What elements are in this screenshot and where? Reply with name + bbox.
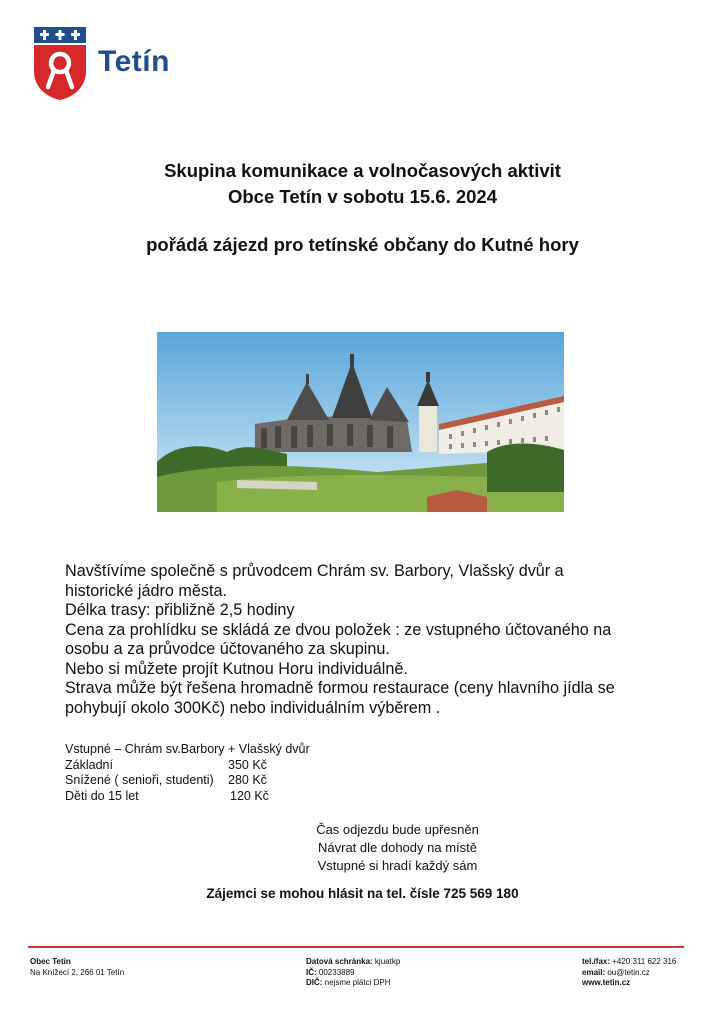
desc-line: Délka trasy: přibližně 2,5 hodiny — [65, 601, 295, 619]
kutna-hora-photo — [157, 332, 564, 512]
price-value: 350 Kč — [228, 757, 267, 772]
footer-ic-value: 00233889 — [316, 967, 355, 977]
desc-line: pohybují okolo 300Kč) nebo individuálním výběrem . — [65, 698, 441, 717]
footer-web: www.tetin.cz — [582, 978, 631, 987]
price-value: 120 Kč — [230, 788, 269, 803]
trip-description — [65, 562, 705, 718]
footer-ds-label: Datová schránka: — [306, 957, 373, 966]
desc-line: Navštívíme společně s průvodcem Chrám sv. Barbory, Vlašský dvůr a — [65, 562, 564, 580]
title-line-2: Obce Tetín v sobotu 15.6. 2024 — [227, 186, 498, 207]
footer-divider — [28, 946, 684, 948]
note-line: Čas odjezdu bude upřesněn — [316, 822, 479, 837]
desc-line: historické jádro města. — [65, 581, 227, 600]
price-label: Základní — [65, 757, 113, 772]
price-row — [65, 773, 310, 789]
footer-contacts — [582, 957, 676, 989]
title-line-1: Skupina komunikace a volnočasových aktivit — [164, 160, 561, 181]
footer-address — [30, 957, 124, 978]
tetin-logo — [32, 25, 170, 101]
price-row — [65, 789, 310, 805]
price-list — [65, 742, 310, 804]
title-block — [0, 158, 725, 210]
footer-address-line: Na Knížecí 2, 266 01 Tetín — [30, 967, 125, 977]
footer-dic-label: DIČ: — [306, 978, 323, 987]
price-row — [65, 758, 310, 774]
desc-line: Cena za prohlídku se skládá ze dvou položek : ze vstupného účtovaného na — [65, 620, 612, 639]
price-list-title: Vstupné – Chrám sv.Barbory + Vlašský dvůr — [65, 742, 310, 756]
coat-of-arms-icon — [32, 25, 88, 101]
footer-email-value: ou@tetin.cz — [605, 967, 650, 977]
footer-dic-value: nejsme plátci DPH — [322, 978, 391, 987]
footer-email-label: email: — [582, 967, 606, 977]
logo-text: Tetín — [98, 45, 170, 78]
price-label: Snížené ( senioři, studenti) — [65, 773, 214, 787]
desc-line: Strava může být řešena hromadně formou restaurace (ceny hlavního jídla se — [65, 679, 615, 697]
footer-org-name: Obec Tetín — [30, 957, 71, 966]
contact-line: Zájemci se mohou hlásit na tel. čísle 725 569 180 — [206, 886, 519, 901]
cathedral-photo-icon — [157, 332, 564, 512]
footer-tel-value: +420 311 622 316 — [610, 957, 677, 966]
footer-ds-value: kjuatkp — [372, 957, 401, 966]
subtitle: pořádá zájezd pro tetínské občany do Kutné hory — [146, 234, 579, 255]
footer-tel-label: tel./fax: — [582, 957, 611, 966]
desc-line: Nebo si můžete projít Kutnou Horu individuálně. — [65, 659, 408, 678]
footer-ids — [306, 957, 400, 989]
footer-ic-label: IČ: — [306, 967, 317, 977]
price-value: 280 Kč — [228, 773, 267, 787]
trip-notes — [0, 821, 725, 875]
desc-line: osobu a za průvodce účtovaného za skupinu. — [65, 640, 390, 658]
note-line: Vstupné si hradí každý sám — [317, 858, 478, 873]
note-line: Návrat dle dohody na místě — [318, 840, 477, 855]
price-label: Děti do 15 let — [65, 788, 139, 803]
